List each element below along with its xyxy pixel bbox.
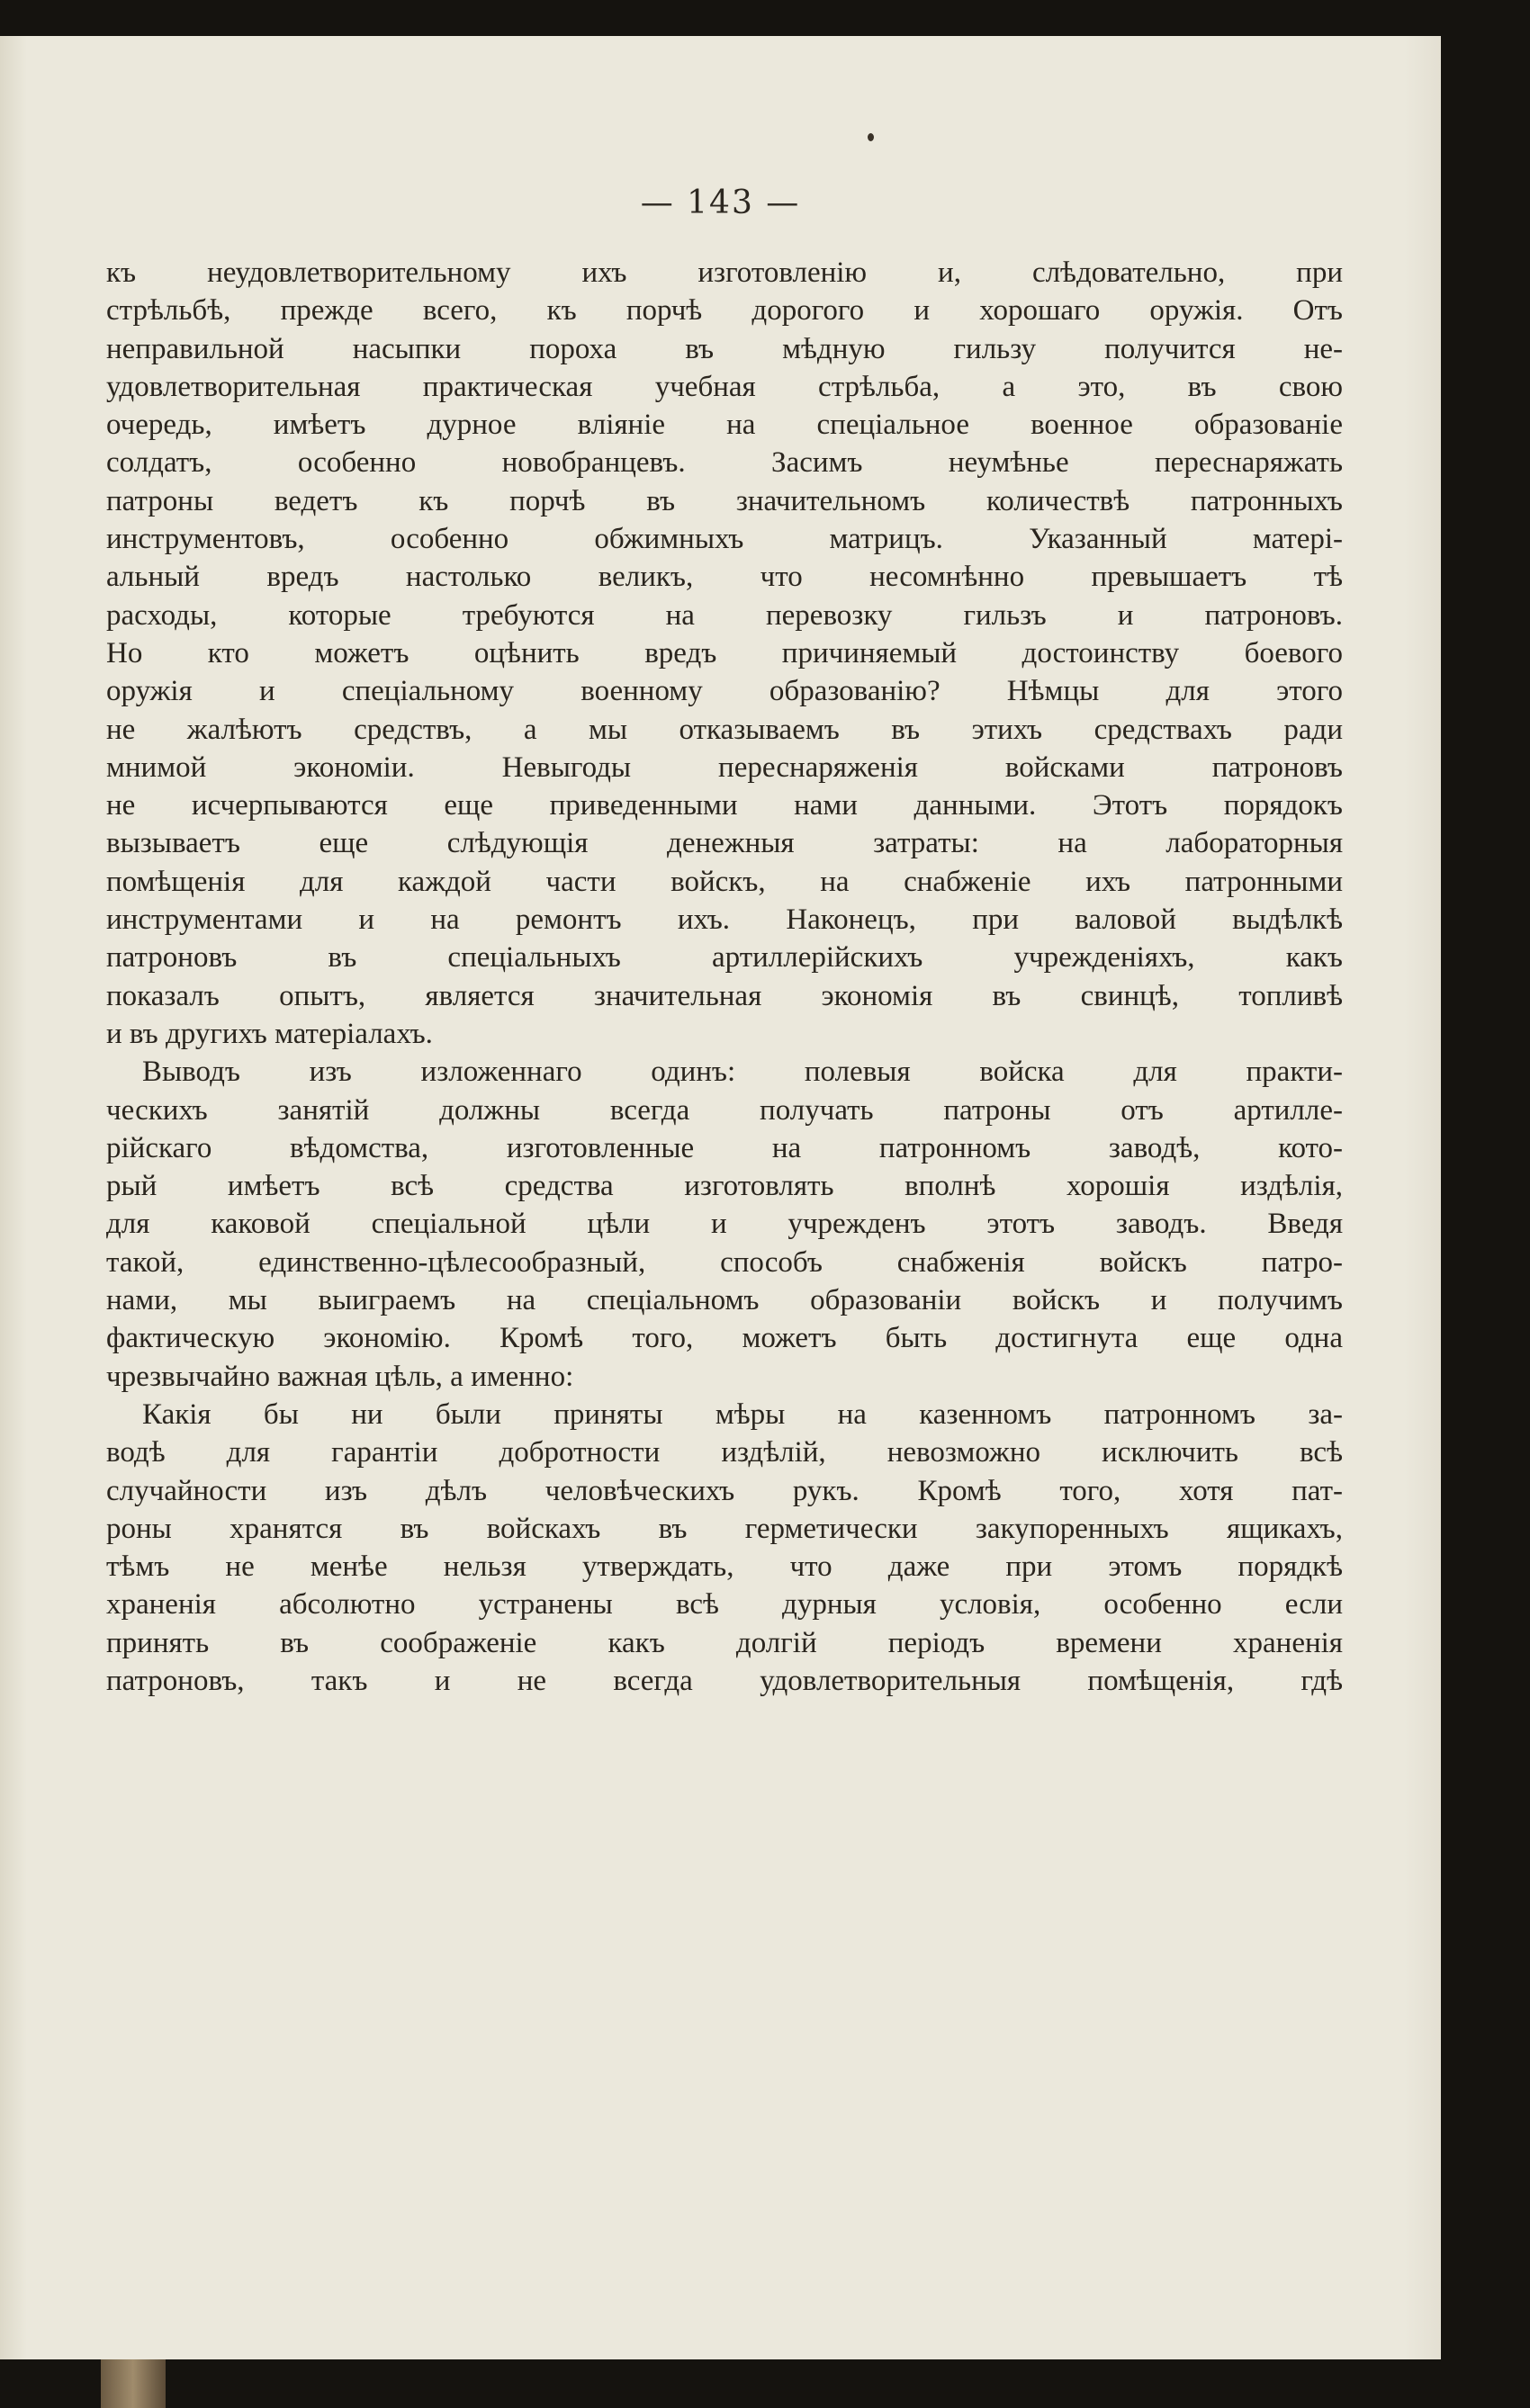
text-line: случайности изъ дѣлъ человѣческихъ рукъ. Кромѣ того, хотя пат- (106, 1474, 1343, 1507)
text-line: показалъ опытъ, является значительная экономія въ свинцѣ, топливѣ (106, 979, 1343, 1012)
text-line: рый имѣетъ всѣ средства изготовлять вполнѣ хорошія издѣлія, (106, 1170, 1343, 1203)
text-line: помѣщенія для каждой части войскъ, на снабженіе ихъ патронными (106, 865, 1343, 898)
body-text (106, 254, 1343, 1700)
text-line: оружія и спеціальному военному образованію? Нѣмцы для этого (106, 675, 1343, 708)
text-line: ческихъ занятій должны всегда получать патроны отъ артилле- (106, 1093, 1343, 1127)
text-line: принять въ соображеніе какъ долгій періодъ времени храненія (106, 1626, 1343, 1659)
text-line: Выводъ изъ изложеннаго одинъ: полевыя войска для практи- (142, 1056, 1343, 1089)
text-line: альный вредъ настолько великъ, что несомнѣнно превышаетъ тѣ (106, 561, 1343, 594)
text-line: фактическую экономію. Кромѣ того, можетъ быть достигнута еще одна (106, 1322, 1343, 1355)
text-line: патроновъ въ спеціальныхъ артиллерійскихъ учрежденіяхъ, какъ (106, 941, 1343, 975)
text-line: стрѣльбѣ, прежде всего, къ порчѣ дорогого и хорошаго оружія. Отъ (106, 294, 1343, 328)
text-line: неправильной насыпки пороха въ мѣдную гильзу получится не- (106, 332, 1343, 365)
scan-clip-artifact (101, 2359, 166, 2408)
text-line: патроны ведетъ къ порчѣ въ значительномъ количествѣ патронныхъ (106, 484, 1343, 517)
text-line: и въ другихъ матеріалахъ. (106, 1017, 433, 1050)
paragraph (106, 1053, 1343, 1396)
text-line: храненія абсолютно устранены всѣ дурныя условія, особенно если (106, 1588, 1343, 1622)
paragraph (106, 1396, 1343, 1700)
text-line: рійскаго вѣдомства, изготовленные на патронномъ заводѣ, кото- (106, 1131, 1343, 1164)
text-line: такой, единственно-цѣлесообразный, способъ снабженія войскъ патро- (106, 1245, 1343, 1279)
paragraph (106, 254, 1343, 1053)
text-line: инструментами и на ремонтъ ихъ. Наконецъ, при валовой выдѣлкѣ (106, 903, 1343, 937)
text-line: къ неудовлетворительному ихъ изготовленію и, слѣдовательно, при (106, 256, 1343, 289)
text-line: тѣмъ не менѣе нельзя утверждать, что даже при этомъ порядкѣ (106, 1550, 1343, 1584)
text-line: для каковой спеціальной цѣли и учрежденъ этотъ заводъ. Введя (106, 1208, 1343, 1241)
text-line: мнимой экономіи. Невыгоды переснаряженія войсками патроновъ (106, 750, 1343, 784)
text-line: водѣ для гарантіи добротности издѣлій, невозможно исключить всѣ (106, 1436, 1343, 1469)
text-line: инструментовъ, особенно обжимныхъ матрицъ. Указанный матері- (106, 523, 1343, 556)
text-line: расходы, которые требуются на перевозку гильзъ и патроновъ. (106, 598, 1343, 632)
text-line: патроновъ, такъ и не всегда удовлетворительныя помѣщенія, гдѣ (106, 1664, 1343, 1697)
ink-dot (868, 133, 874, 141)
page-number: — 143 — (640, 184, 801, 221)
text-line: Но кто можетъ оцѣнить вредъ причиняемый достоинству боевого (106, 636, 1343, 669)
text-line: нами, мы выиграемъ на спеціальномъ образованіи войскъ и получимъ (106, 1284, 1343, 1317)
text-line: не жалѣютъ средствъ, а мы отказываемъ въ этихъ средствахъ ради (106, 713, 1343, 746)
text-line: очередь, имѣетъ дурное вліяніе на спеціальное военное образованіе (106, 409, 1343, 442)
text-line: не исчерпываются еще приведенными нами данными. Этотъ порядокъ (106, 789, 1343, 822)
text-line: вызываетъ еще слѣдующія денежныя затраты: на лабораторныя (106, 827, 1343, 860)
text-line: роны хранятся въ войскахъ въ герметически закупоренныхъ ящикахъ, (106, 1512, 1343, 1545)
text-line: удовлетворительная практическая учебная стрѣльба, а это, въ свою (106, 370, 1343, 403)
text-line: Какія бы ни были приняты мѣры на казенномъ патронномъ за- (142, 1397, 1343, 1431)
text-line: солдатъ, особенно новобранцевъ. Засимъ неумѣнье переснаряжать (106, 446, 1343, 480)
text-line: чрезвычайно важная цѣль, а именно: (106, 1360, 574, 1393)
